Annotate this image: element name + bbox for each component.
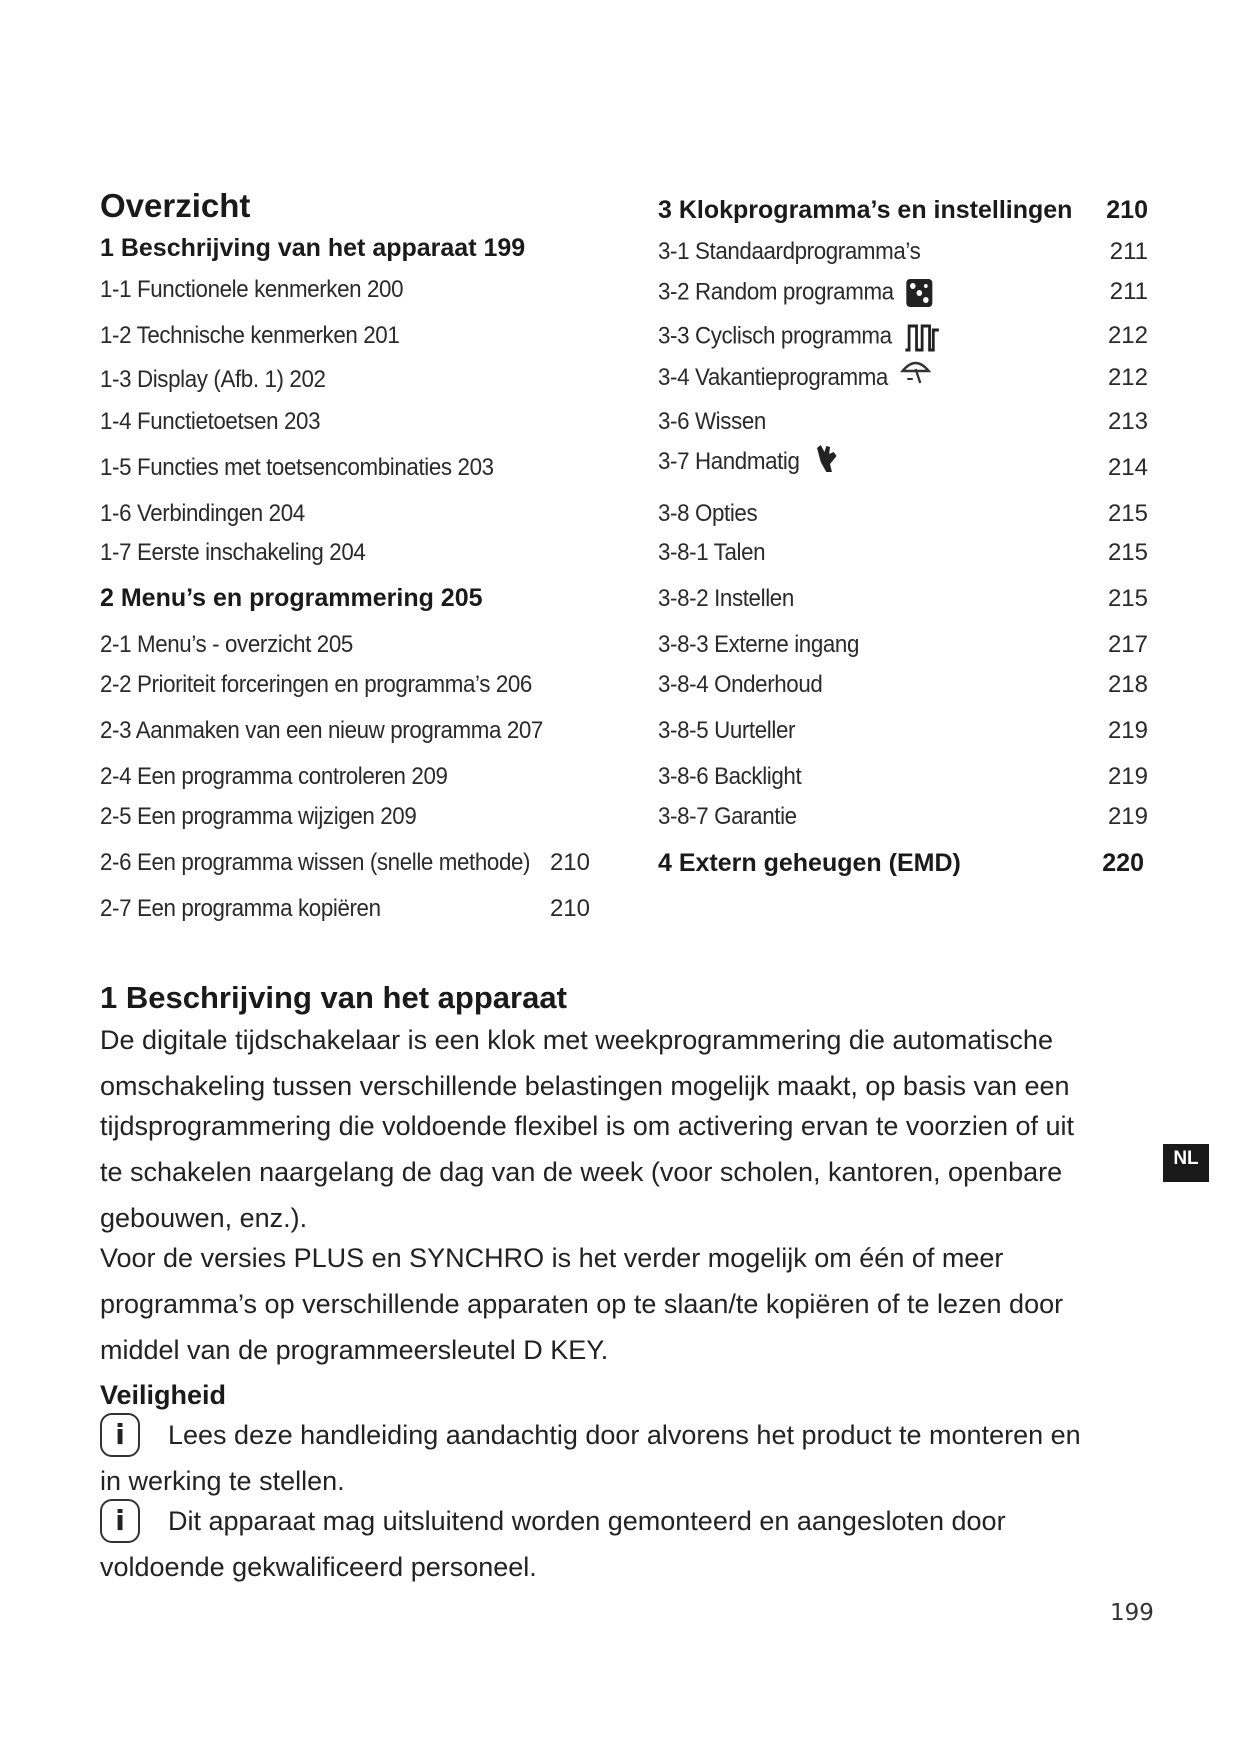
toc-entry-3-8-4[interactable]: 3-8-4 Onderhoud <box>658 671 823 698</box>
toc-entry-3-4-label: 3-4 Vakantieprogramma <box>658 364 888 391</box>
safety-line-4: voldoende gekwalificeerd personeel. <box>100 1552 537 1582</box>
toc-entry-1-3[interactable]: 1-3 Display (Afb. 1) 202 <box>100 366 326 393</box>
toc-entry-1-4[interactable]: 1-4 Functietoetsen 203 <box>100 408 321 435</box>
toc-entry-2-5[interactable]: 2-5 Een programma wijzigen 209 <box>100 803 417 830</box>
toc-entry-3-8-2[interactable]: 3-8-2 Instellen <box>658 585 794 612</box>
toc-page-3-8-3: 217 <box>1107 631 1148 658</box>
language-tab: NL <box>1163 1144 1209 1182</box>
toc-page-4: 220 <box>1102 849 1144 877</box>
toc-page-2-7: 210 <box>549 895 590 922</box>
toc-entry-2-7[interactable]: 2-7 Een programma kopiëren <box>100 895 381 922</box>
toc-entry-3-3[interactable] <box>658 322 940 352</box>
toc-entry-1-6[interactable]: 1-6 Verbindingen 204 <box>100 500 305 527</box>
toc-page-3-8: 215 <box>1107 500 1148 527</box>
toc-entry-3[interactable]: 3 Klokprogramma’s en instellingen <box>658 196 1073 224</box>
toc-entry-3-2[interactable] <box>658 278 933 308</box>
toc-entry-2[interactable]: 2 Menu’s en programmering 205 <box>100 584 483 612</box>
info-icon: i <box>100 1413 140 1457</box>
toc-page-3: 210 <box>1106 196 1148 224</box>
safety-line-2: in werking te stellen. <box>100 1466 345 1496</box>
toc-entry-3-4[interactable] <box>658 364 931 392</box>
safety-line-1: Lees deze handleiding aandachtig door alvorens het product te monteren en <box>168 1420 1081 1450</box>
toc-entry-3-8-1[interactable]: 3-8-1 Talen <box>658 539 766 566</box>
toc-page-3-8-5: 219 <box>1107 717 1148 744</box>
toc-page-3-3: 212 <box>1107 322 1148 349</box>
toc-entry-3-1[interactable]: 3-1 Standaardprogramma’s <box>658 238 921 265</box>
toc-entry-3-3-label: 3-3 Cyclisch programma <box>658 322 892 350</box>
toc-title: Overzicht <box>100 187 251 224</box>
toc-entry-2-4[interactable]: 2-4 Een programma controleren 209 <box>100 763 448 790</box>
safety-line-3: Dit apparaat mag uitsluitend worden gemonteerd en aangesloten door <box>168 1506 1006 1536</box>
toc-entry-1-1[interactable]: 1-1 Functionele kenmerken 200 <box>100 276 404 303</box>
toc-entry-3-2-label: 3-2 Random programma <box>658 278 894 306</box>
body-line-8: middel van de programmeersleutel D KEY. <box>100 1335 609 1365</box>
toc-entry-3-6[interactable]: 3-6 Wissen <box>658 408 766 435</box>
toc-entry-3-7-label: 3-7 Handmatig <box>658 448 800 475</box>
toc-entry-3-8-7[interactable]: 3-8-7 Garantie <box>658 803 797 830</box>
toc-page-3-8-7: 219 <box>1107 803 1148 830</box>
toc-entry-2-3[interactable]: 2-3 Aanmaken van een nieuw programma 207 <box>100 717 543 744</box>
toc-page-3-6: 213 <box>1107 408 1148 435</box>
toc-page-3-8-6: 219 <box>1107 763 1148 790</box>
body-line-7: programma’s op verschillende apparaten op te slaan/te kopiëren of te lezen door <box>100 1289 1064 1319</box>
toc-entry-3-8-5[interactable]: 3-8-5 Uurteller <box>658 717 796 744</box>
toc-page-3-8-2: 215 <box>1107 585 1148 612</box>
body-line-6: Voor de versies PLUS en SYNCHRO is het verder mogelijk om één of meer <box>100 1243 1004 1273</box>
body-line-2: omschakeling tussen verschillende belastingen mogelijk maakt, op basis van een <box>100 1071 1070 1101</box>
section-heading: 1 Beschrijving van het apparaat <box>100 980 567 1015</box>
toc-page-3-1: 211 <box>1109 238 1148 265</box>
toc-page-2-6: 210 <box>549 849 590 876</box>
toc-entry-3-8-3[interactable]: 3-8-3 Externe ingang <box>658 631 860 658</box>
body-line-3: tijdsprogrammering die voldoende flexibel is om activering ervan te voorzien of uit <box>100 1111 1074 1141</box>
toc-entry-1-2[interactable]: 1-2 Technische kenmerken 201 <box>100 322 400 349</box>
safety-heading: Veiligheid <box>100 1380 227 1410</box>
toc-entry-4[interactable]: 4 Extern geheugen (EMD) <box>658 849 961 877</box>
toc-entry-3-8-6[interactable]: 3-8-6 Backlight <box>658 763 802 790</box>
toc-page-3-4: 212 <box>1107 364 1148 391</box>
toc-page-3-7: 214 <box>1107 454 1148 481</box>
toc-entry-2-6[interactable]: 2-6 Een programma wissen (snelle methode) <box>100 849 531 876</box>
toc-entry-1[interactable]: 1 Beschrijving van het apparaat 199 <box>100 234 526 262</box>
square-wave-icon <box>903 322 940 352</box>
toc-page-3-2: 211 <box>1109 278 1148 305</box>
body-line-5: gebouwen, enz.). <box>100 1203 308 1233</box>
dice-icon <box>905 278 933 308</box>
toc-entry-2-2[interactable]: 2-2 Prioriteit forceringen en programma’s 206 <box>100 671 532 698</box>
toc-entry-3-8[interactable]: 3-8 Opties <box>658 500 758 527</box>
toc-page-3-8-4: 218 <box>1107 671 1148 698</box>
toc-entry-1-7[interactable]: 1-7 Eerste inschakeling 204 <box>100 539 366 566</box>
toc-page-3-8-1: 215 <box>1107 539 1148 566</box>
hand-icon <box>811 442 839 474</box>
body-line-1: De digitale tijdschakelaar is een klok met weekprogrammering die automatische <box>100 1025 1053 1055</box>
toc-entry-1-5[interactable]: 1-5 Functies met toetsencombinaties 203 <box>100 454 494 481</box>
toc-entry-3-7[interactable] <box>658 448 839 476</box>
page-number: 199 <box>1110 1600 1154 1626</box>
umbrella-icon <box>899 357 931 387</box>
body-line-4: te schakelen naargelang de dag van de week (voor scholen, kantoren, openbare <box>100 1157 1063 1187</box>
toc-entry-2-1[interactable]: 2-1 Menu’s - overzicht 205 <box>100 631 353 658</box>
info-icon: i <box>100 1499 140 1543</box>
